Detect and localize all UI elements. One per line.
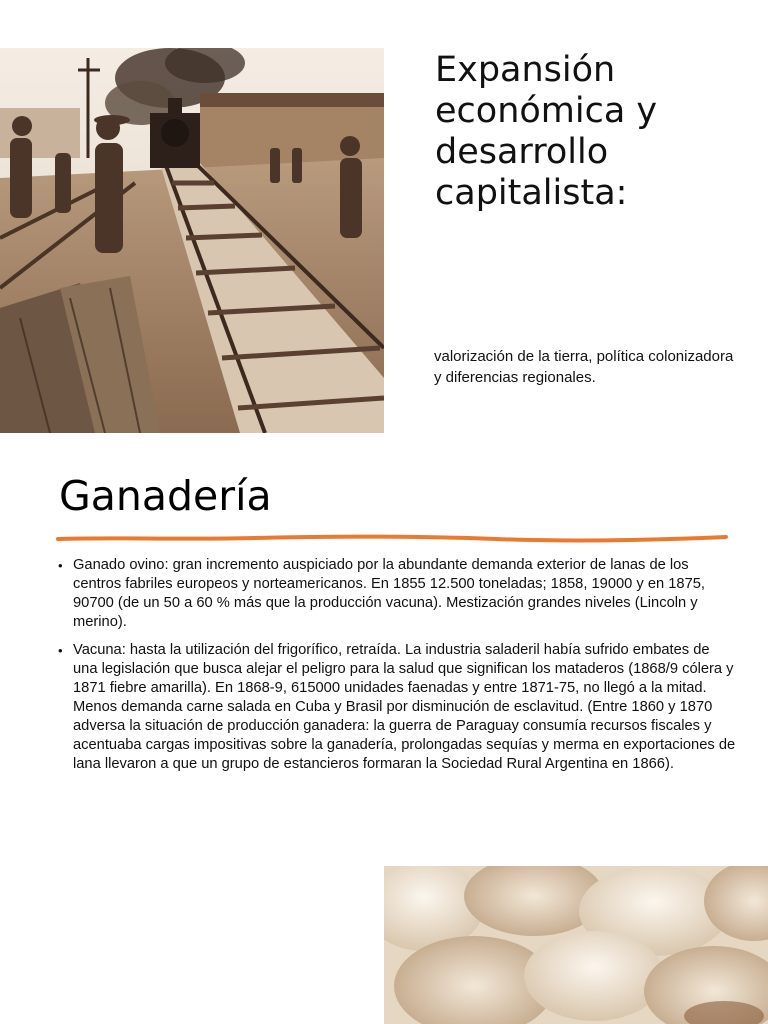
bullet-glyph: • [58, 643, 63, 658]
heading-underline [56, 530, 728, 546]
bullet-text: Ganado ovino: gran incremento auspiciado por la abundante demanda exterior de lanas de los centros fabriles europeos y norteamericanos. En 1855 12.500 toneladas; 1858, 19000 y en 1875, 90700 (de un 50 a 60 % más que la producción vacuna). Mestización grandes niveles (Lincoln y merino). [73, 557, 705, 630]
bullet-text: Vacuna: hasta la utilización del frigorífico, retraída. La industria saladeril había sufrido embates de una legislación que busca alejar el peligro para la salud que significan los mataderos (1868/9 cólera y 1871 fiebre amarilla). En 1868-9, 615000 unidades faenadas y entre 1871-75, no llegó a la mitad. Menos demanda carne salada en Cuba y Brasil por disminución de esclavitud. (Entre 1860 y 1870 adversa la situación de producción ganadera: la guerra de Paraguay consumía recursos fiscales y acentuaba cargas impositivas sobre la ganadería, prolongadas sequías y merma en exportaciones de lana llevaron a que un grupo de estancieros formaran la Sociedad Rural Argentina en 1866). [73, 642, 736, 772]
bullet-item [58, 556, 738, 632]
wool-photo [384, 866, 768, 1024]
bullet-glyph: • [58, 558, 63, 573]
railway-illustration [0, 48, 384, 433]
slide-subtitle: valorización de la tierra, política colonizadora y diferencias regionales. [434, 348, 734, 386]
bullet-item [58, 641, 738, 774]
slide-title: Expansión económica y desarrollo capitalista: [435, 50, 658, 213]
bullet-list [58, 556, 738, 783]
section-heading: Ganadería [59, 472, 272, 520]
